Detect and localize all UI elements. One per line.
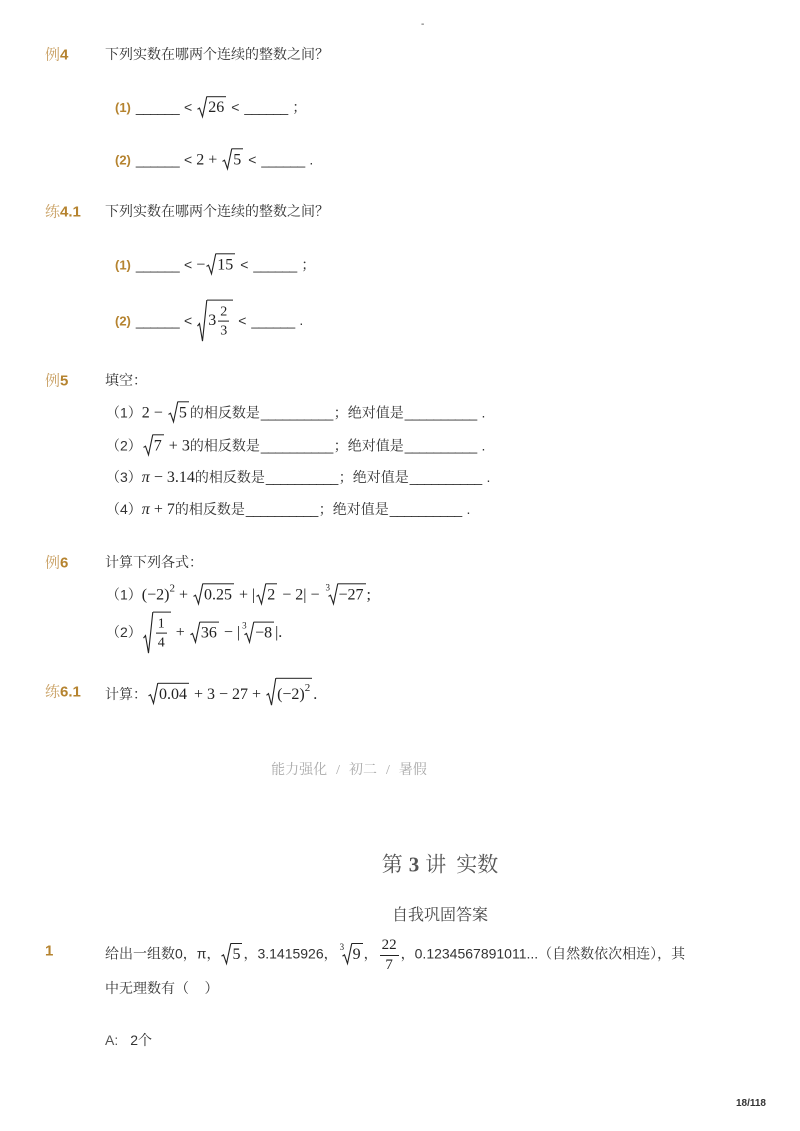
plain-text: （1） [106, 586, 142, 603]
math-text: − 2| − [278, 586, 324, 604]
radicand [200, 621, 219, 642]
lecture-prefix: 第 [381, 852, 403, 877]
example-5-label [45, 371, 68, 392]
radical-sign [221, 943, 231, 964]
plain-text: ；绝对值是 [338, 468, 409, 485]
math-text: + 3 [164, 437, 190, 455]
radical-sign [197, 96, 207, 117]
square-root [193, 583, 234, 604]
label-prefix: 例 [45, 46, 61, 64]
example-4-label [45, 45, 68, 66]
math-text: − [196, 256, 206, 274]
math-text: 9 [352, 945, 361, 963]
radicand [207, 96, 226, 117]
label-number: 4.1 [60, 203, 81, 221]
answer-1-label: 1 [45, 942, 54, 960]
square-root [197, 300, 233, 343]
plain-text: （2） [106, 437, 142, 454]
math-text: 0.25 [204, 586, 233, 604]
radical-sign [206, 253, 216, 274]
plain-text: ； [288, 99, 307, 116]
lecture-number: 3 [408, 852, 420, 877]
label-prefix: 练 [45, 683, 61, 701]
lecture-title [300, 850, 580, 879]
answer-1-question-line-1 [105, 937, 685, 973]
plain-text: . [477, 437, 486, 454]
option-text: 2个 [130, 1032, 153, 1049]
answer-blank: ______ [135, 312, 180, 329]
math-text: + [171, 624, 189, 642]
plain-text: . [477, 404, 486, 421]
example-4-part-1 [115, 96, 306, 118]
radicand [254, 621, 274, 642]
relation-sign: < [184, 99, 193, 116]
math-text: 4 [157, 636, 165, 651]
plain-text: ， [363, 945, 378, 962]
square-root [190, 621, 219, 642]
radical-sign [190, 621, 200, 642]
cube-root [339, 941, 363, 964]
square-root [206, 253, 235, 274]
denominator [218, 322, 229, 339]
math-text: 2 − [141, 404, 167, 422]
relation-sign: < [248, 151, 257, 168]
example-5-part-1 [106, 401, 485, 424]
answer-1-question-line-2: 中无理数有（ ） [105, 980, 219, 997]
plain-text: . [462, 500, 471, 517]
plain-text: . [295, 312, 304, 329]
radical-sign [256, 583, 266, 604]
numerator [218, 304, 229, 322]
plain-text: . [305, 151, 314, 168]
plain-text: 的相反数是 [194, 468, 265, 485]
relation-sign: < [184, 256, 193, 273]
footer-separator: / [336, 763, 340, 779]
square-root [222, 148, 243, 169]
square-root [143, 612, 171, 655]
plain-text: 的相反数是 [189, 437, 260, 454]
answer-blank: __________ [409, 468, 482, 485]
footer-item: 能力强化 [271, 763, 328, 779]
radicand [153, 434, 164, 455]
answer-blank: ______ [244, 99, 288, 116]
fraction [156, 616, 167, 652]
radical-sign [143, 434, 153, 455]
math-text: 0.04 [159, 685, 187, 703]
square-root [266, 678, 312, 706]
square-root [256, 583, 277, 604]
math-text: 26 [208, 99, 225, 117]
example-6-part-2 [106, 612, 282, 655]
footer-item: 暑假 [398, 763, 427, 779]
plain-text: ； [297, 256, 316, 273]
radicand [231, 943, 242, 964]
radicand [216, 253, 235, 274]
lecture-suffix: 讲 [425, 852, 447, 877]
radicand [276, 678, 312, 706]
answer-blank: __________ [260, 404, 333, 421]
radical-sign [168, 401, 178, 422]
example-5-part-4 [106, 499, 470, 521]
math-text: 7 [153, 437, 162, 455]
example-4-prompt: 下列实数在哪两个连续的整数之间？ [105, 46, 329, 63]
footer-item: 初二 [349, 763, 377, 779]
math-text: 5 [232, 945, 241, 963]
cube-root [244, 621, 274, 642]
math-text: 22 [381, 937, 397, 953]
page-number: 18/118 [735, 1098, 766, 1109]
radicand [352, 943, 363, 964]
math-text: 3 [208, 312, 217, 330]
plain-text: 的相反数是 [189, 404, 260, 421]
numerator [156, 616, 167, 634]
math-text: ; [366, 586, 371, 604]
math-text: 2 + [196, 151, 222, 169]
cube-root [325, 582, 366, 604]
math-symbol: π [141, 500, 150, 518]
option-letter: A: [105, 1032, 119, 1049]
example-6-part-1 [106, 583, 371, 606]
example-6-label [45, 553, 68, 574]
example-6-prompt: 计算下列各式： [105, 554, 203, 571]
math-text: + 7 [149, 500, 175, 518]
label-prefix: 例 [45, 372, 61, 390]
radical-sign [143, 612, 153, 655]
math-text: . [313, 685, 318, 703]
example-5-part-3 [106, 467, 490, 489]
square-root [143, 434, 164, 455]
label-number: 6 [60, 554, 69, 572]
relation-sign: < [184, 312, 193, 329]
practice-4-1-prompt: 下列实数在哪两个连续的整数之间？ [105, 203, 329, 220]
answer-blank: __________ [245, 500, 318, 517]
plain-text: ，3.1415926， [243, 945, 338, 962]
plain-text: ，0.1234567891011...（自然数依次相连），其 [400, 945, 686, 962]
numerator [380, 937, 399, 956]
fraction [380, 937, 399, 973]
plain-text: （3） [106, 468, 142, 485]
root-index: 3 [325, 582, 330, 593]
answer-blank: __________ [404, 437, 477, 454]
math-text: 15 [217, 256, 234, 274]
math-text: 3 [220, 324, 228, 339]
plain-text: ；绝对值是 [318, 500, 389, 517]
root-index: 3 [339, 941, 345, 952]
answer-blank: __________ [404, 404, 477, 421]
part-label: (2) [115, 152, 131, 168]
practice-4-1-part-2 [115, 300, 303, 343]
math-text: −27 [338, 586, 364, 604]
practice-4-1-label [45, 202, 81, 223]
radical-sign [222, 148, 232, 169]
practice-6-1-label [45, 682, 81, 703]
radicand [158, 683, 189, 704]
root-index: 3 [242, 620, 247, 631]
relation-sign: < [231, 99, 240, 116]
math-text: + | [235, 586, 256, 604]
plain-text: . [482, 468, 491, 485]
practice-4-1-part-1 [115, 253, 315, 276]
radical-sign [266, 678, 276, 706]
math-text: 1 [157, 616, 165, 632]
answer-blank: __________ [260, 437, 333, 454]
relation-sign: < [240, 256, 249, 273]
label-prefix: 例 [45, 554, 61, 572]
top-mark: - [421, 19, 425, 30]
answer-blank: ______ [135, 256, 180, 273]
denominator [156, 634, 167, 651]
answer-blank: ______ [261, 151, 305, 168]
answer-blank: ______ [135, 99, 180, 116]
answer-blank: ______ [135, 151, 180, 168]
practice-6-1-expression [105, 678, 317, 706]
part-label: (2) [115, 313, 131, 329]
label-number: 4 [60, 46, 69, 64]
math-text: + 3 − 27 + [190, 685, 266, 703]
example-5-part-2 [106, 434, 485, 457]
plain-text: ；绝对值是 [333, 437, 404, 454]
square-root [148, 683, 189, 704]
math-text: 2 [267, 586, 276, 604]
exponent: 2 [304, 681, 311, 694]
radical-sign [197, 300, 207, 343]
part-label: (1) [115, 257, 131, 273]
square-root [221, 943, 242, 964]
plain-text: （1） [106, 404, 142, 421]
math-text: 5 [178, 404, 187, 422]
part-label: (1) [115, 100, 131, 116]
plain-text: （4） [106, 500, 142, 517]
square-root [197, 96, 226, 117]
plain-text: （2） [106, 624, 142, 641]
relation-sign: < [184, 151, 193, 168]
radical-sign [193, 583, 203, 604]
plain-text: ；绝对值是 [333, 404, 404, 421]
math-text: 36 [200, 624, 217, 642]
math-text: − 3.14 [149, 468, 195, 486]
plain-text: 给出一组数0，π， [105, 945, 221, 962]
answer-1-option-a [105, 1031, 152, 1051]
math-text: 2 [220, 304, 228, 320]
radicand [178, 401, 189, 422]
answer-blank: __________ [389, 500, 462, 517]
example-4-part-2 [115, 148, 313, 171]
denominator [383, 956, 395, 974]
radicand [232, 148, 243, 169]
answer-blank: __________ [265, 468, 338, 485]
math-text: − | [219, 624, 241, 642]
math-text: 5 [233, 151, 242, 169]
exponent: 2 [169, 582, 175, 595]
math-text: (−2) [277, 685, 305, 703]
math-text: + [174, 586, 193, 604]
lecture-topic: 实数 [456, 852, 499, 877]
math-text: (−2) [141, 586, 170, 604]
radicand [203, 583, 234, 604]
answers-title: 自我巩固答案 [391, 906, 488, 924]
label-number: 6.1 [60, 683, 81, 701]
math-text: −8 [255, 624, 273, 642]
radicand [338, 583, 366, 604]
relation-sign: < [238, 312, 247, 329]
radicand [266, 583, 277, 604]
radical-sign [148, 683, 158, 704]
square-root [168, 401, 189, 422]
plain-text: 的相反数是 [174, 500, 245, 517]
fraction [218, 304, 229, 340]
math-text: 7 [385, 956, 393, 973]
footer-separator: / [386, 763, 390, 779]
math-text: |. [275, 624, 283, 642]
answer-blank: ______ [251, 312, 295, 329]
math-symbol: π [141, 468, 150, 486]
page-footer [249, 761, 449, 781]
radicand [207, 300, 233, 343]
plain-text: 计算： [105, 685, 147, 702]
label-prefix: 练 [45, 203, 61, 221]
example-5-prompt: 填空： [105, 372, 147, 389]
radicand [153, 612, 171, 655]
label-number: 5 [60, 372, 69, 390]
answer-blank: ______ [253, 256, 297, 273]
